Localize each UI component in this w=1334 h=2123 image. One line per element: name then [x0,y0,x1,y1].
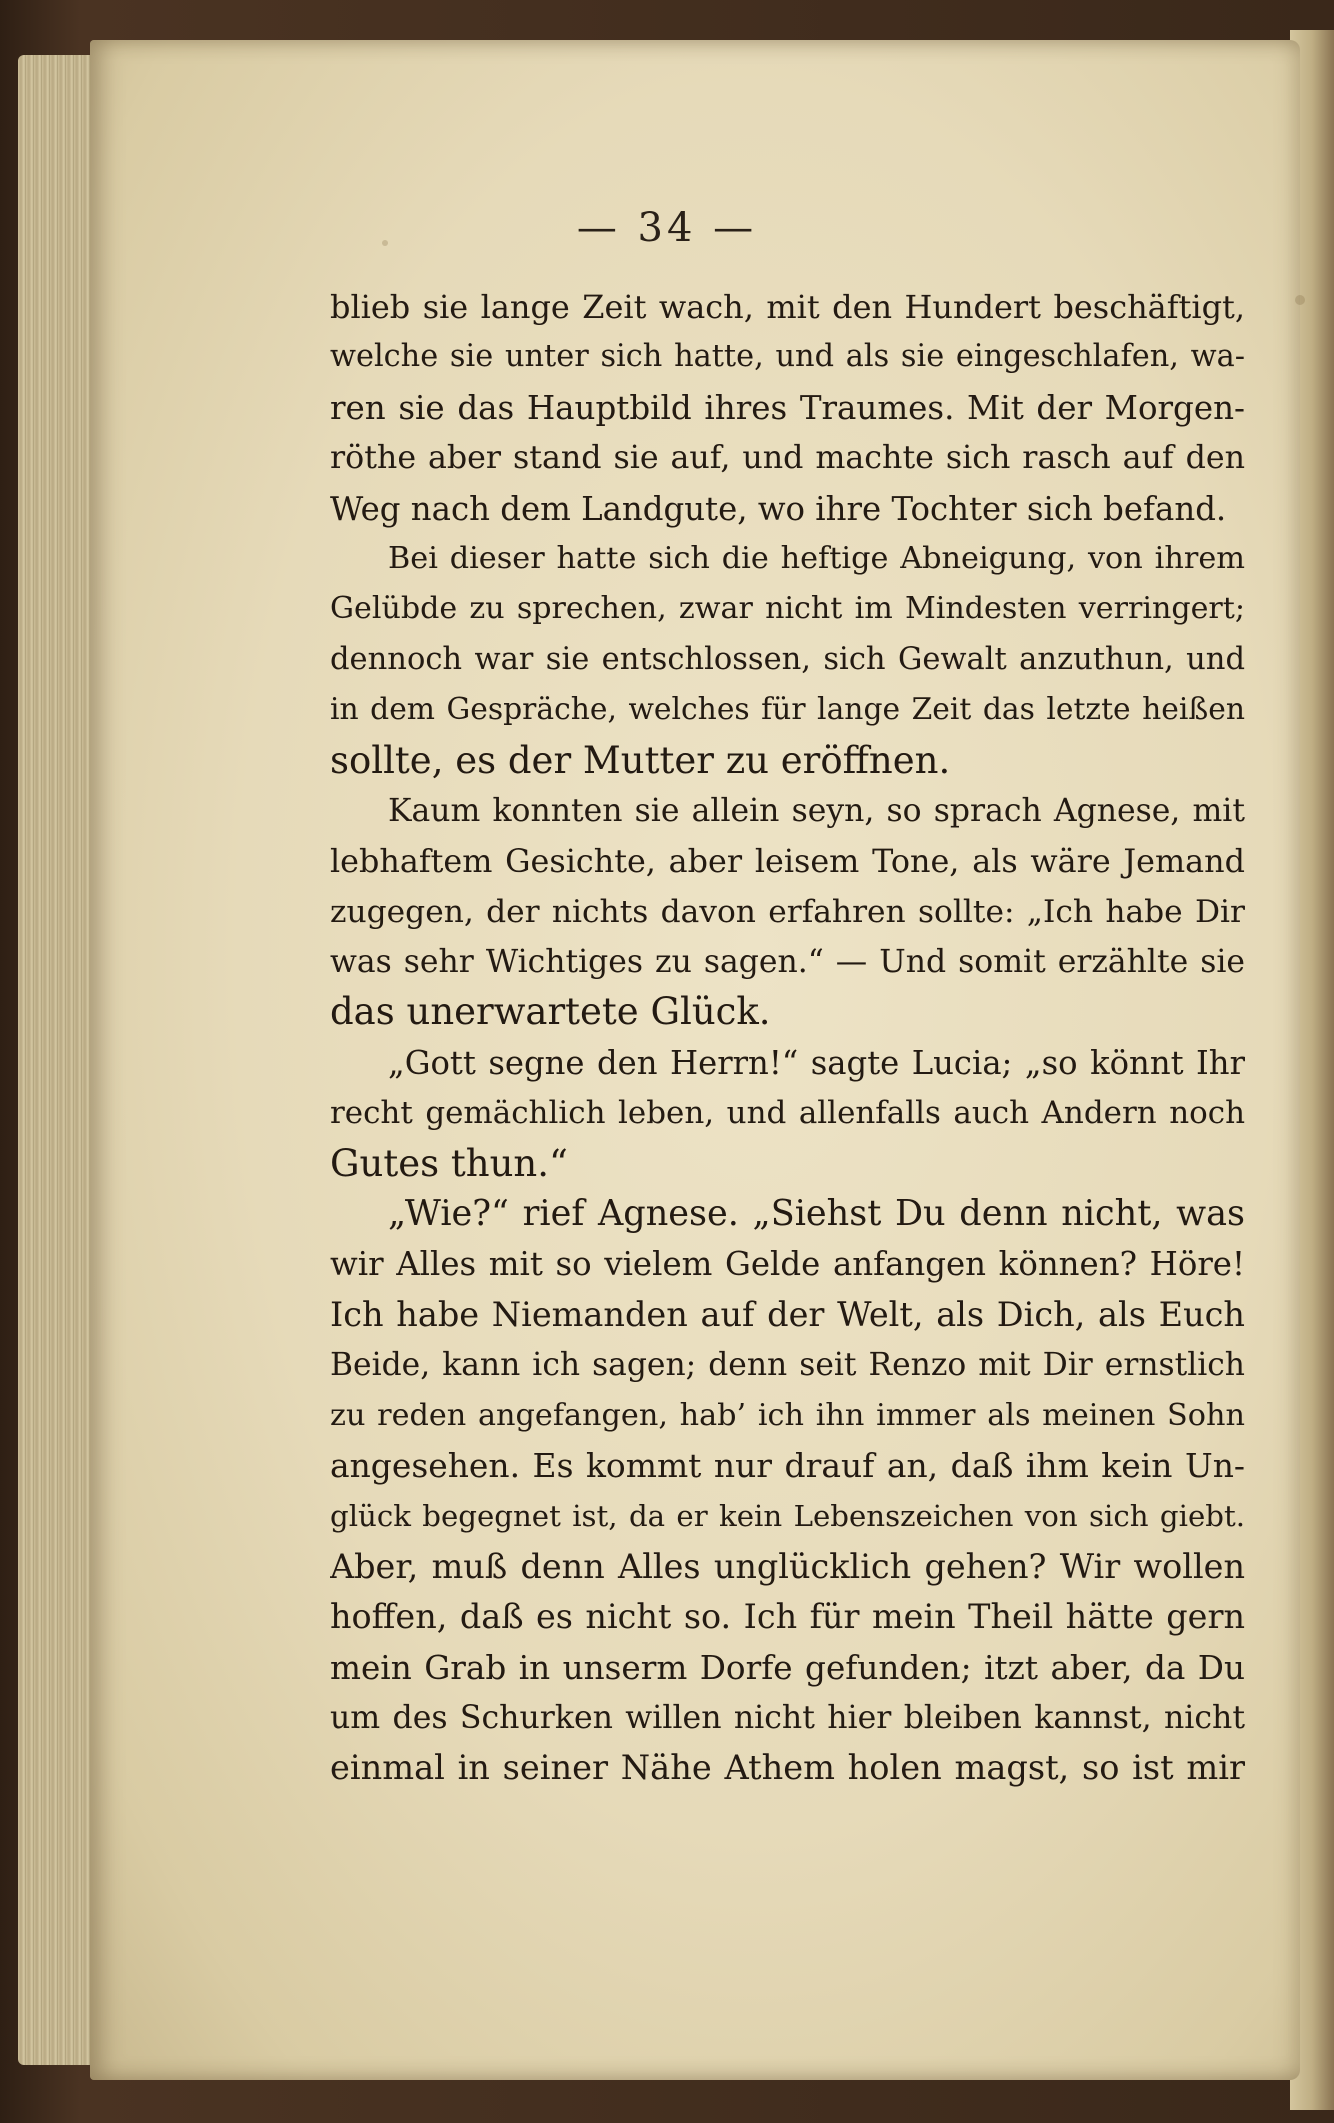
text-line: das unerwartete Glück. [330,990,771,1034]
text-line: einmal in seiner Nähe Athem holen magst, so ist mir [330,1748,1245,1788]
text-line: recht gemächlich leben, und allenfalls auch Andern noch [330,1095,1245,1132]
text-line: blieb sie lange Zeit wach, mit den Hundert beschäftigt, [330,288,1245,326]
text-line: dennoch war sie entschlossen, sich Gewalt anzuthun, und [330,641,1245,677]
text-line: angesehen. Es kommt nur drauf an, daß ihm kein Un- [330,1445,1245,1485]
text-line: sollte, es der Mutter zu eröffnen. [330,738,951,782]
paper-spot [1295,295,1305,305]
text-line: zugegen, der nichts davon erfahren sollte: „Ich habe Dir [330,893,1245,930]
body-text [330,282,1245,1794]
paragraph-start-line: „Gott segne den Herrn!“ sagte Lucia; „so könnt Ihr [388,1043,1245,1082]
text-line: in dem Gespräche, welches für lange Zeit das letzte heißen [330,692,1245,728]
page-number-header: — 34 — [576,205,758,251]
paragraph-start-line: Bei dieser hatte sich die heftige Abneigung, von ihrem [388,540,1245,576]
text-line: um des Schurken willen nicht hier bleiben kannst, nicht [330,1699,1245,1736]
text-line: was sehr Wichtiges zu sagen.“ — Und somit erzählte sie [330,944,1245,981]
paragraph-start-line: „Wie?“ rief Agnese. „Siehst Du denn nicht, was [388,1193,1245,1235]
text-line: zu reden angefangen, hab’ ich ihn immer als meinen Sohn [330,1397,1245,1433]
text-line: Ich habe Niemanden auf der Welt, als Dich, als Euch [330,1294,1245,1334]
text-line: Gelübde zu sprechen, zwar nicht im Mindesten verringert; [330,591,1245,627]
text-line: Aber, muß denn Alles unglücklich gehen? Wir wollen [330,1546,1245,1586]
text-line: Gutes thun.“ [330,1141,568,1185]
paragraph-start-line: Kaum konnten sie allein seyn, so sprach Agnese, mit [388,792,1245,829]
text-line: hoffen, daß es nicht so. Ich für mein Theil hätte gern [330,1597,1245,1637]
text-line: glück begegnet ist, da er kein Lebenszeichen von sich giebt. [330,1499,1245,1534]
text-line: lebhaftem Gesichte, aber leisem Tone, als wäre Jemand [330,842,1245,881]
text-line: mein Grab in unserm Dorfe gefunden; itzt aber, da Du [330,1648,1245,1687]
text-line: ren sie das Hauptbild ihres Traumes. Mit der Morgen- [330,388,1245,427]
text-line: Beide, kann ich sagen; denn seit Renzo mit Dir ernstlich [330,1347,1245,1384]
text-line: röthe aber stand sie auf, und machte sich rasch auf den [330,440,1245,477]
text-line: welche sie unter sich hatte, und als sie eingeschlafen, wa- [330,339,1245,375]
text-line: Weg nach dem Landgute, wo ihre Tochter sich befand. [330,489,1227,528]
text-line: wir Alles mit so vielem Gelde anfangen können? Höre! [330,1245,1245,1284]
